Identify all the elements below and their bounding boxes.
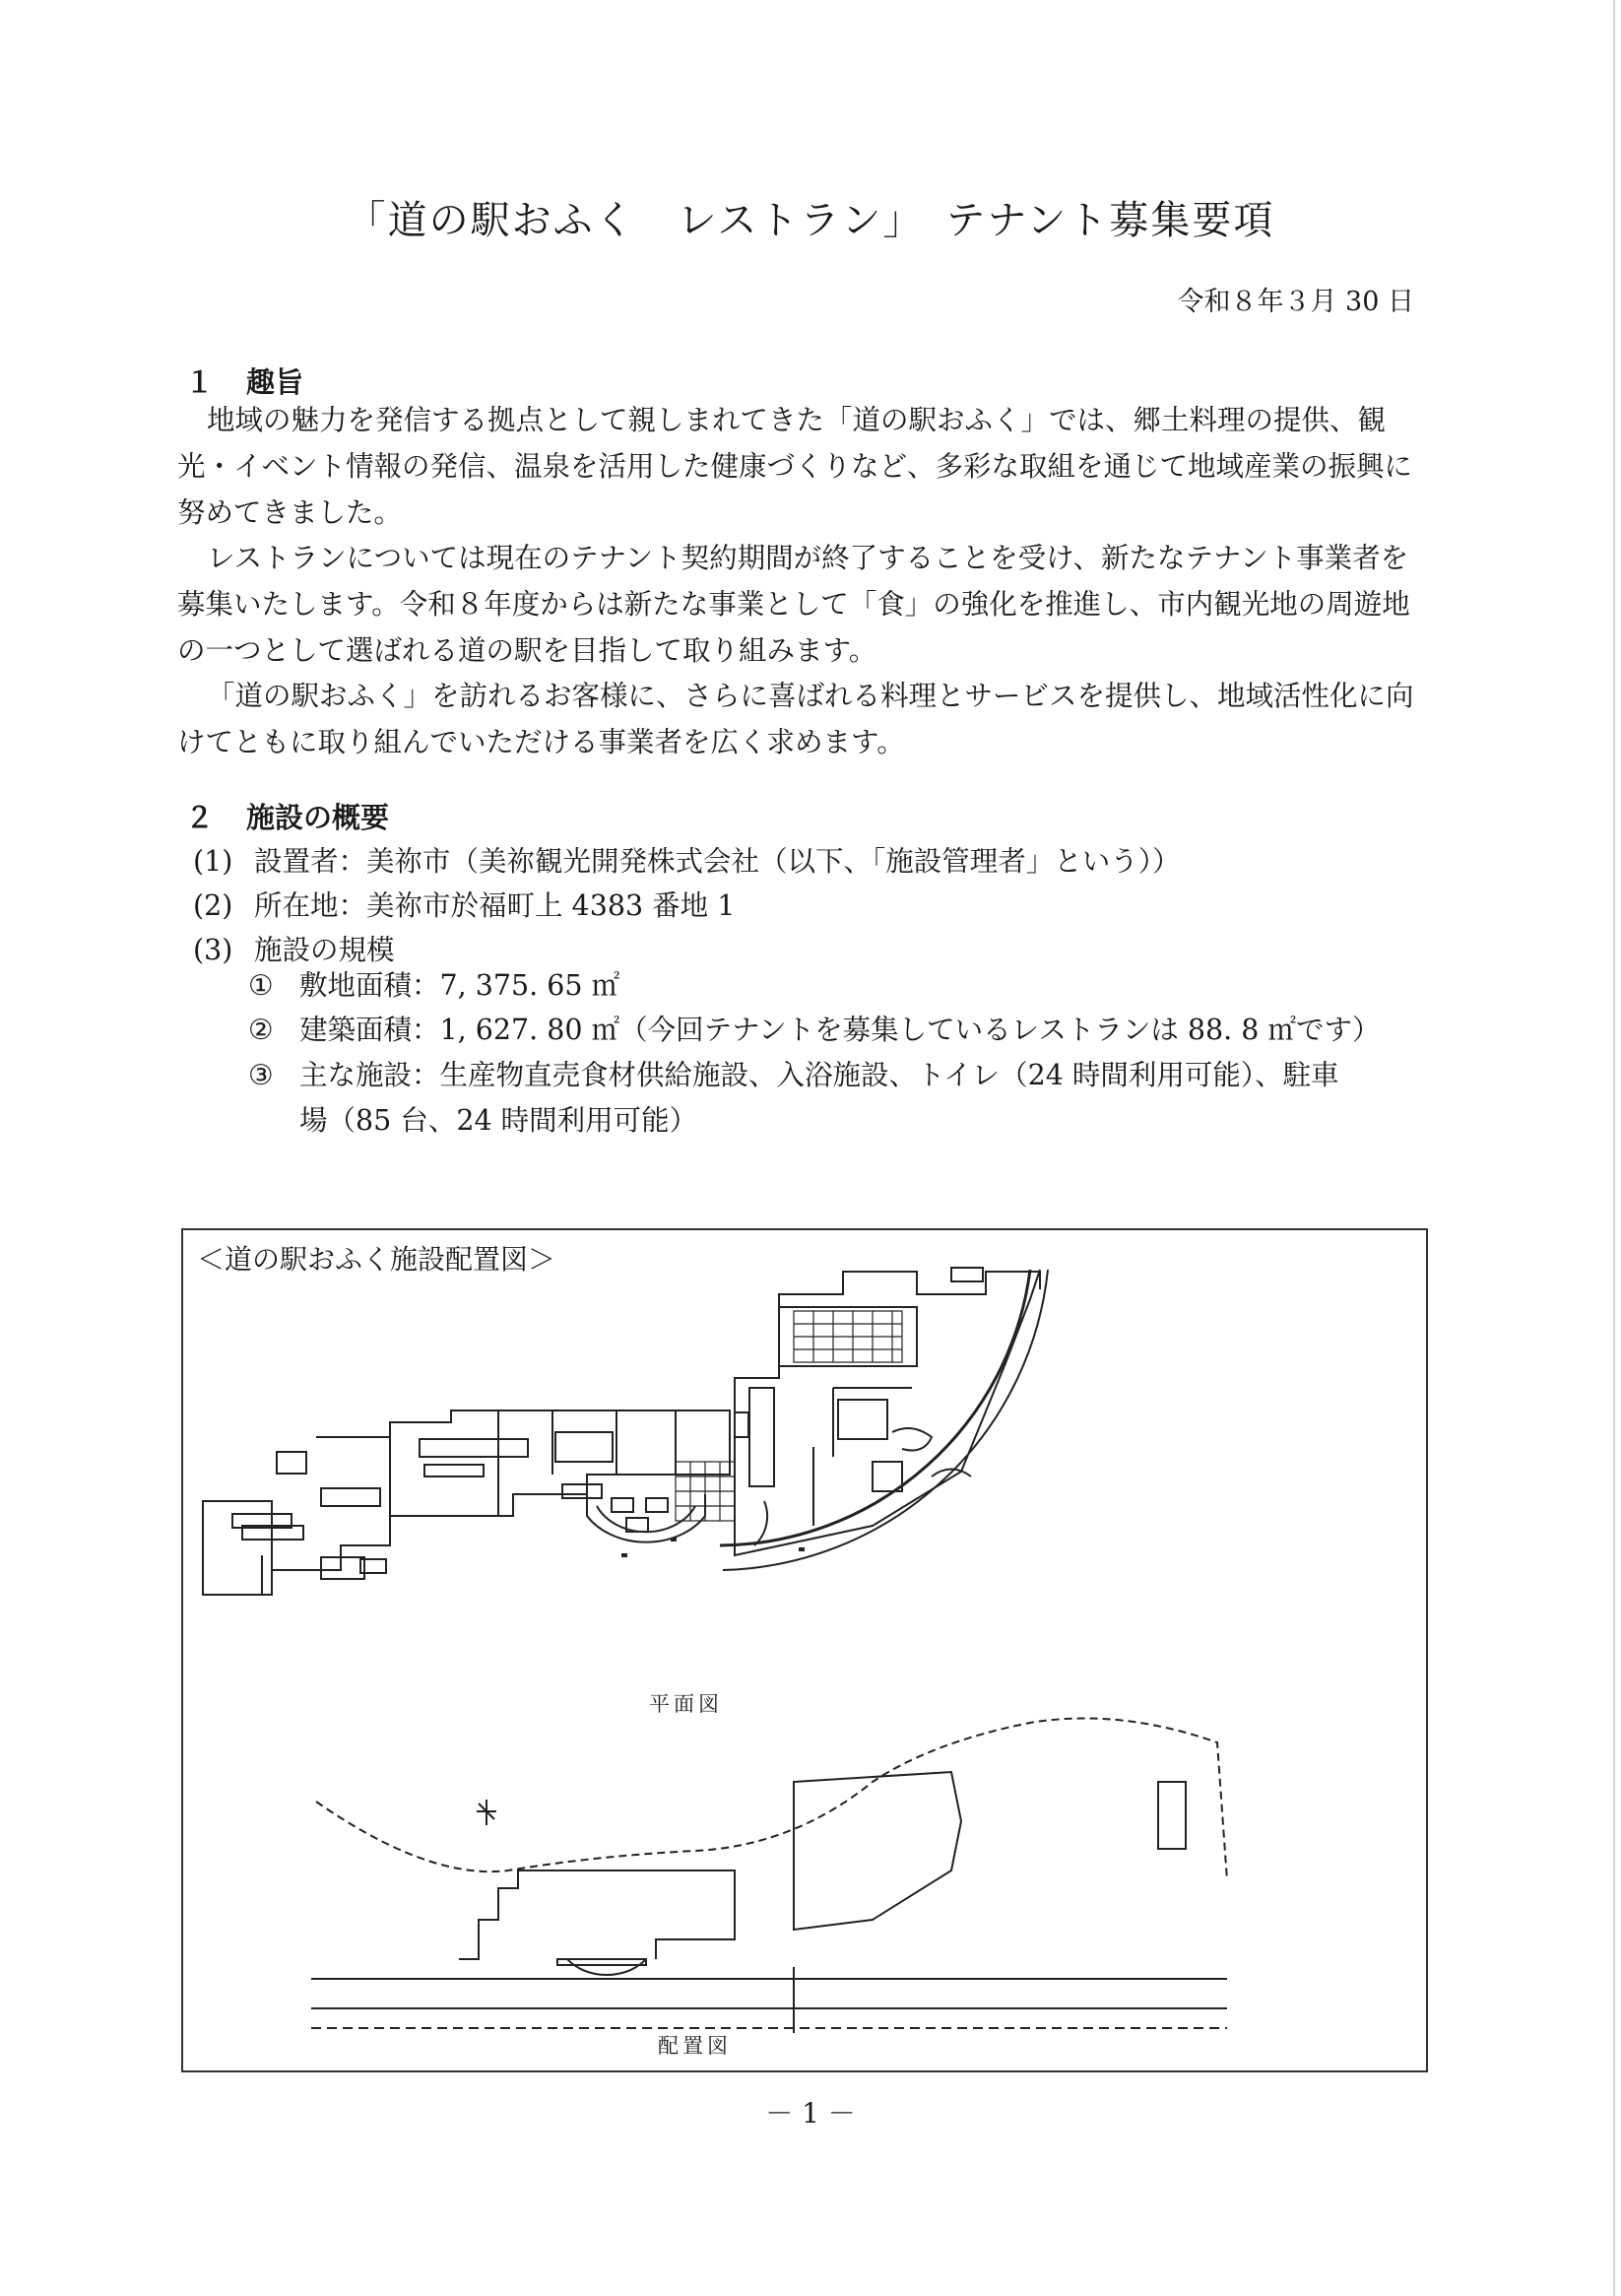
scale-subitem-3 <box>248 1053 1339 1144</box>
overview-item-3 <box>193 928 395 968</box>
item-text: 所在地：美祢市於福町上 4383 番地 1 <box>254 889 736 922</box>
scale-subitem-1 <box>248 963 619 1009</box>
overview-item-1 <box>193 839 1181 880</box>
figure-caption: ＜道の駅おふく施設配置図＞ <box>197 1243 556 1276</box>
site-plan-label: 配置図 <box>658 2034 732 2058</box>
section1-paragraph-2: レストランについては現在のテナント契約期間が終了することを受け、新たなテナント事業者を募集いたします。令和８年度からは新たな事業として「食」の強化を推進し、市内観光地の周遊地の一つとして選ばれる道の駅を目指して取り組みます。 <box>177 542 1410 667</box>
floor-plan-label: 平面図 <box>649 1692 723 1716</box>
item-mark: (3) <box>193 934 233 966</box>
facility-drawings <box>183 1230 1426 2070</box>
page-edge <box>1613 0 1615 2296</box>
floor-plan-grid <box>676 1311 902 1521</box>
facility-layout-figure <box>181 1228 1428 2072</box>
subitem-text: 敷地面積：7, 375. 65 ㎡ <box>299 969 620 1002</box>
section1-number: １ <box>185 365 215 399</box>
item-text: 施設の規模 <box>254 934 395 966</box>
floor-plan-drawing <box>203 1410 748 1595</box>
subitem-text: 建築面積：1, 627. 80 ㎡（今回テナントを募集しているレストランは 88. 8 ㎡です） <box>299 1014 1381 1046</box>
floor-plan-east-building <box>720 1268 1048 1570</box>
subitem-mark: ③ <box>248 1059 274 1091</box>
item-mark: (2) <box>193 889 233 922</box>
section1-heading <box>181 361 303 401</box>
overview-item-2 <box>193 884 735 924</box>
page-number: － 1 － <box>765 2097 856 2130</box>
document-title: 「道の駅おふく レストラン」 テナント募集要項 <box>346 198 1275 243</box>
section1-title: 趣旨 <box>246 365 304 399</box>
document-date: 令和８年３月 30 日 <box>1177 287 1414 317</box>
scale-subitem-2 <box>248 1008 1380 1053</box>
site-plan-drawing <box>311 1719 1227 2034</box>
item-mark: (1) <box>193 845 233 878</box>
subitem-continuation: 場（85 台、24 時間利用可能） <box>299 1104 698 1137</box>
subitem-mark: ① <box>248 969 274 1002</box>
section2-number: ２ <box>185 801 215 834</box>
section2-title: 施設の概要 <box>246 801 390 834</box>
item-text: 設置者：美祢市（美祢観光開発株式会社（以下、「施設管理者」という）） <box>254 845 1181 878</box>
section1-paragraph-1: 地域の魅力を発信する拠点として親しまれてきた「道の駅おふく」では、郷土料理の提供、観光・イベント情報の発信、温泉を活用した健康づくりなど、多彩な取組を通じて地域産業の振興に努めてきました。 <box>177 404 1413 529</box>
subitem-mark: ② <box>248 1014 274 1046</box>
section1-paragraph-3: 「道の駅おふく」を訪れるお客様に、さらに喜ばれる料理とサービスを提供し、地域活性化に向けてともに取り組んでいただける事業者を広く求めます。 <box>177 680 1414 758</box>
section2-heading <box>181 796 389 836</box>
subitem-text: 主な施設：生産物直売食材供給施設、入浴施設、トイレ（24 時間利用可能）、駐車 <box>299 1059 1339 1091</box>
